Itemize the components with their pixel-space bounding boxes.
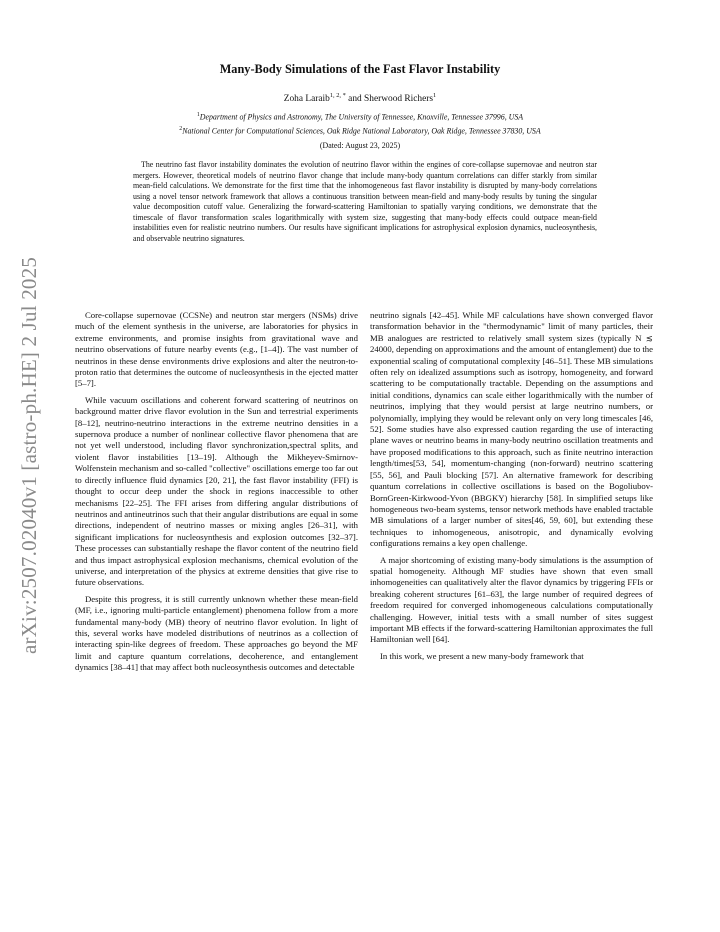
body-paragraph: Despite this progress, it is still currently unknown whether these mean-field (MF, i.e., ignoring multi-particle entanglement) phenomena follow from a more fundamental many-body (MB) theory of neutrino flavor evolution. In light of this, several works have modeled distributions of neutrinos as a collection of interacting spin-like degrees of freedom. These approaches go beyond the MF limit and capture quantum correlations, decoherence, and entanglement dynamics [38–41] that may affect both nucleosynthesis outcomes and detectable <box>75 593 358 673</box>
body-paragraph: A major shortcoming of existing many-body simulations is the assumption of spatial homogeneity. Although MF studies have shown that even small inhomogeneities can qualitatively alter the flavor dynamics by triggering FFIs or breaking coherent structures [61–63], the large number of required degrees of freedom required for converged inhomogeneous calculations computationally challenging. However, initial tests with a small number of sites suggest important MB effects if the forward-scattering Hamiltonian approximates the full Hamiltonian well [64]. <box>370 554 653 645</box>
body-right-column <box>370 310 653 667</box>
arxiv-identifier-text: arXiv:2507.02040v1 [astro-ph.HE] 2 Jul 2025 <box>17 256 42 654</box>
author-line <box>0 92 720 104</box>
affiliation-text: National Center for Computational Sciences, Oak Ridge National Laboratory, Oak Ridge, Tennessee 37830, USA <box>182 126 541 136</box>
body-paragraph: While vacuum oscillations and coherent forward scattering of neutrinos on background matter drive flavor evolution in the Sun and terrestrial experiments [8–12], neutrino-neutrino interactions in the extreme neutrino densities in a supernova produce a number of nonlinear collective flavor phenomena that are not yet well understood, including flavor synchronization,spectral splits, and violent flavor instabilities [13–19]. Although the Mikheyev-Smirnov-Wolfenstein mechanism and so-called "collective" oscillations emerge too far out to directly influence fluid dynamics [20, 21], the fast flavor instability (FFI) is thought to occur deep under the shock in regions inaccessible to other mechanisms [22–25]. The FFI arises from differing angular distributions of neutrinos and antineutrinos such that their angular distributions are equal in some directions, independent of neutrino masses or mixing angles [26–31], with significant implications for nucleosynthesis and explosion outcomes [32–37]. These processes can substantially reshape the flavor content of the neutrino field and thus impact astrophysical explosion mechanisms, chemical evolution of the universe, and interpretation of the physics at extreme densities that give rise to future observations. <box>75 394 359 588</box>
affiliation-line <box>0 126 720 136</box>
affiliation-mark: 2 <box>179 126 183 132</box>
arxiv-identifier-stamp <box>9 240 51 670</box>
author-name: Sherwood Richers <box>364 94 434 105</box>
affiliation-text: Department of Physics and Astronomy, The University of Tennessee, Knoxville, Tennessee 37996, USA <box>199 112 524 122</box>
body-left-column <box>75 310 358 679</box>
body-paragraph: In this work, we present a new many-body framework that <box>380 650 584 661</box>
body-paragraph: neutrino signals [42–45]. While MF calculations have shown converged flavor transformation behavior in the "thermodynamic" limit of many particles, their MB analogues are restricted to relatively small system sizes (typically N ≲ 24000, depending on approximations and the amount of entanglement) due to the exponential scaling of computational complexity [46–51]. These MB simulations often rely on idealized assumptions such as isotropy, homogeneity, and forward scattering to be computationally tractable. Depending on the assumptions and initial conditions, dynamics can scale either logarithmically with the number of neutrinos, implying that they would persist at large neutrino numbers, or polynomially, implying they would be relevant only on very long timescales [46, 52]. Some studies have also expressed caution regarding the use of interacting plane waves or neutrino beams in many-body neutrino oscillation treatments and have proposed modifications to this approach, such as finite neutrino interaction length/times[53, 54], momentum-changing (non-forward) neutrino scattering [55, 56], and Pauli blocking [57]. An alternative framework for describing quantum correlations in collective oscillations is based on the Bogoliubov-BornGreen-Kirkwood-Yvon (BBGKY) hierarchy [58]. In simplified setups like homogeneous two-beam systems, tensor network methods have enabled tractable MB simulations of a larger number of sites[46, 59, 60], but extending these techniques to inhomogeneous, anisotropic, and dynamically evolving configurations remains a key open challenge. <box>370 310 653 549</box>
affiliation-mark: 1 <box>196 112 200 118</box>
paper-title: Many-Body Simulations of the Fast Flavor Instability <box>219 62 501 76</box>
author-name: Zoha Laraib <box>283 94 330 105</box>
body-paragraph: Core-collapse supernovae (CCSNe) and neutron star mergers (NSMs) drive much of the element synthesis in the universe, are laboratories for physics in extreme environments, and promise insights from gravitational wave and neutrino observations of future nearby events (e.g., [1–4]). The vast number of neutrinos in these dense environments drive explosions and alter the neutron-to-proton ratio that determines the outcome of nucleosynthesis in the ejected matter [5–7]. <box>75 310 358 389</box>
author-affiliation-marks: 1 <box>433 92 437 99</box>
author-affiliation-marks: 1, 2, * <box>329 92 346 99</box>
dated-line: (Dated: August 23, 2025) <box>319 141 401 150</box>
affiliation-line <box>0 112 720 122</box>
author-separator: and <box>345 94 365 105</box>
abstract: The neutrino fast flavor instability dominates the evolution of neutrino flavor within the engines of core-collapse supernovae and neutron star mergers. However, theoretical models of neutrino flavor change that include many-body quantum correlations can differ starkly from similar mean-field calculations. We demonstrate for the first time that the inhomogeneous fast flavor instability is disrupted by many-body correlations using a novel tensor network framework that allows a continuous transition between mean-field and many-body results by tuning the singular value decomposition cutoff value. Generalizing the forward-scattering Hamiltonian to spatially varying conditions, we demonstrate that the timescale of flavor transformation scales logarithmically with system size, suggesting that many-body effects could outpace mean-field instabilities even for realistic neutrino numbers. Our results have significant implications for astrophysical explosion dynamics, nucleosynthesis, and observable neutrino signatures. <box>133 160 597 243</box>
